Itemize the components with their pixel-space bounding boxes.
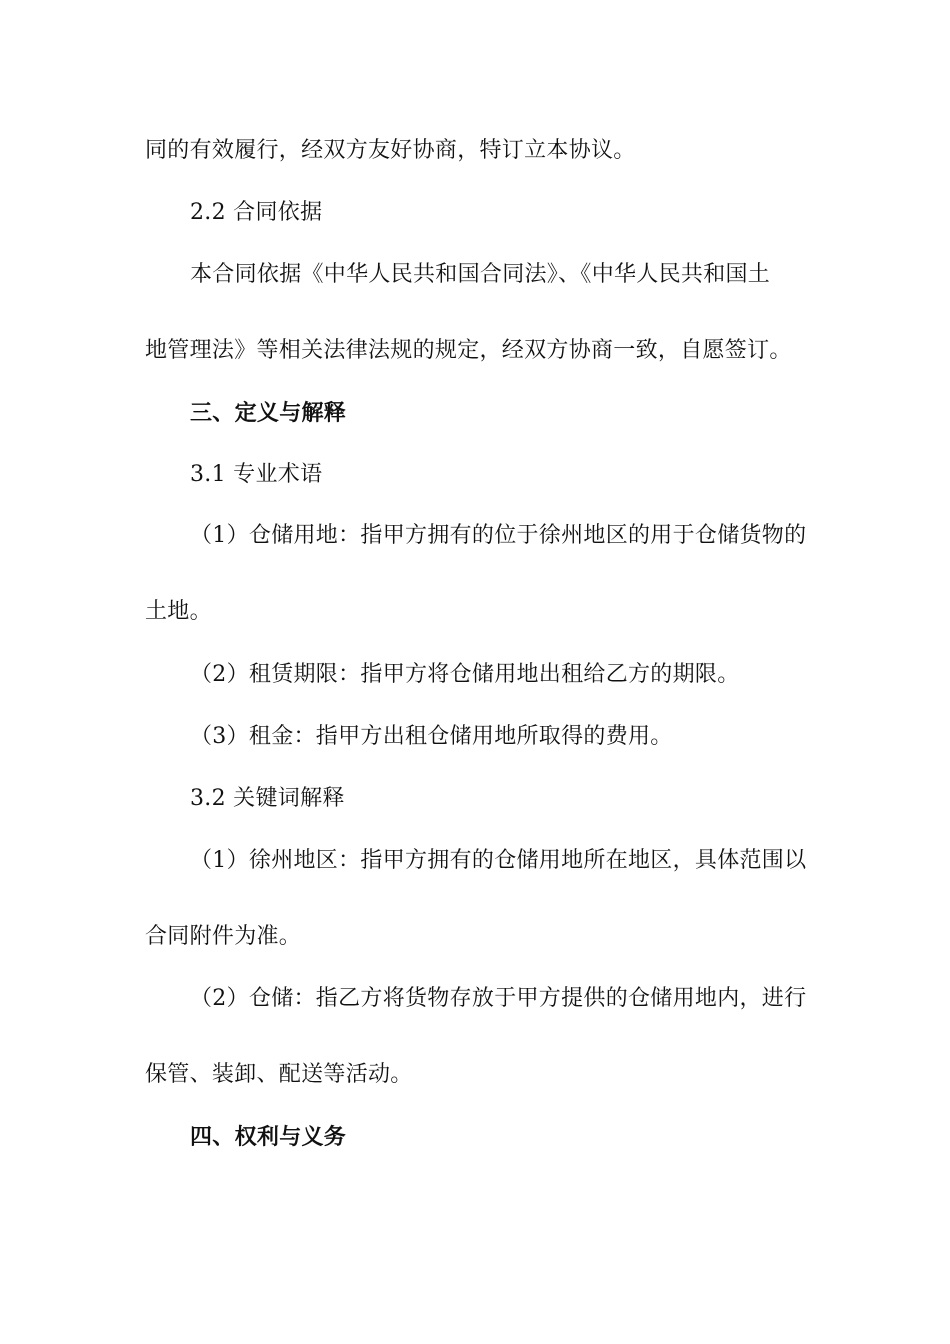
paragraph-line-4: 地管理法》等相关法律法规的规定，经双方协商一致，自愿签订。 — [145, 338, 792, 363]
section-heading-3-1: 3.1 专业术语 — [190, 462, 323, 487]
term-item-3: （3）租金：指甲方出租仓储用地所取得的费用。 — [190, 724, 673, 749]
chapter-heading-3: 三、定义与解释 — [190, 400, 347, 426]
keyword-item-1-cont: 合同附件为准。 — [145, 924, 302, 949]
paragraph-line-3: 本合同依据《中华人民共和国合同法》、《中华人民共和国土 — [190, 262, 771, 287]
term-item-1-cont: 土地。 — [145, 599, 212, 624]
term-item-2: （2）租赁期限：指甲方将仓储用地出租给乙方的期限。 — [190, 662, 740, 687]
keyword-item-1: （1）徐州地区：指甲方拥有的仓储用地所在地区，具体范围以 — [190, 848, 807, 873]
chapter-heading-4: 四、权利与义务 — [190, 1124, 347, 1150]
term-item-1: （1）仓储用地：指甲方拥有的位于徐州地区的用于仓储货物的 — [190, 523, 807, 548]
keyword-item-2: （2）仓储：指乙方将货物存放于甲方提供的仓储用地内，进行 — [190, 986, 807, 1011]
paragraph-line-1: 同的有效履行，经双方友好协商，特订立本协议。 — [145, 138, 636, 163]
section-heading-2-2: 2.2 合同依据 — [190, 200, 323, 225]
section-heading-3-2: 3.2 关键词解释 — [190, 786, 345, 811]
keyword-item-2-cont: 保管、装卸、配送等活动。 — [145, 1062, 413, 1087]
